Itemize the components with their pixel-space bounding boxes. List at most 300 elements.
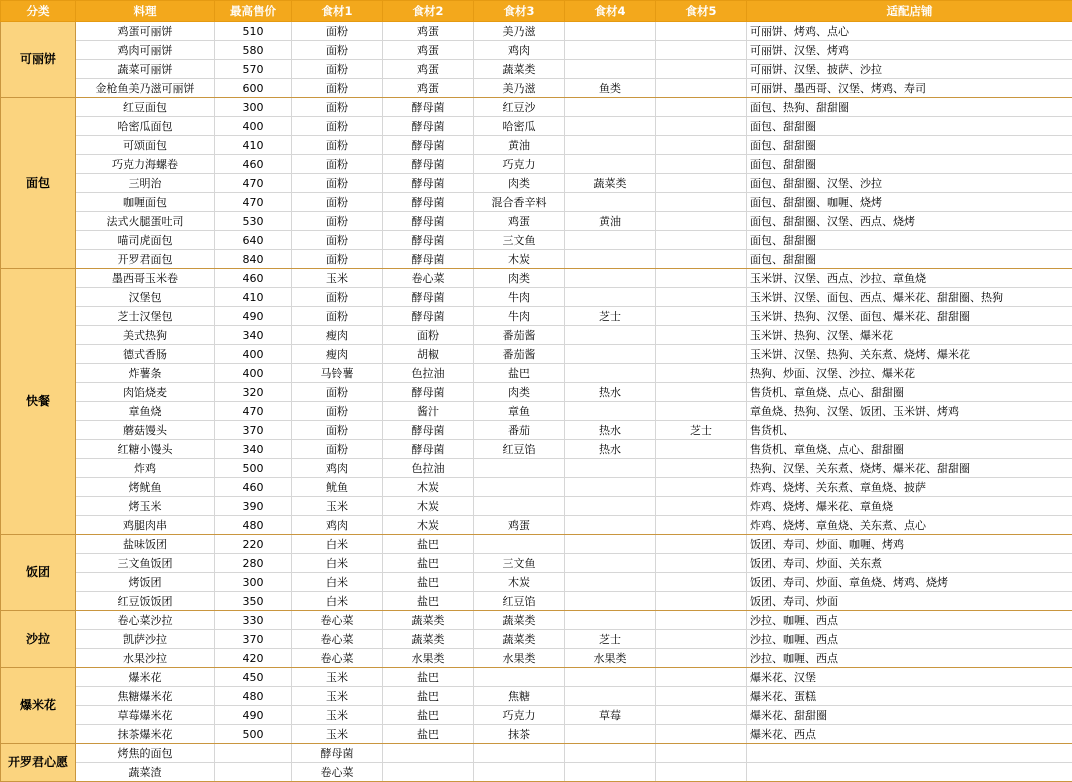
ingredient-1-cell: 面粉 <box>292 193 383 212</box>
ingredient-1-cell: 面粉 <box>292 136 383 155</box>
ingredient-4-cell <box>565 744 656 763</box>
dish-cell: 法式火腿蛋吐司 <box>76 212 215 231</box>
ingredient-2-cell: 木炭 <box>383 478 474 497</box>
ingredient-5-cell <box>656 592 747 611</box>
table-row <box>1 193 1072 212</box>
header-category: 分类 <box>1 1 76 22</box>
ingredient-5-cell <box>656 60 747 79</box>
ingredient-4-cell <box>565 117 656 136</box>
ingredient-1-cell: 玉米 <box>292 668 383 687</box>
header-ingredient-1: 食材1 <box>292 1 383 22</box>
ingredient-2-cell: 酵母菌 <box>383 231 474 250</box>
max-price-cell: 640 <box>215 231 292 250</box>
table-row <box>1 307 1072 326</box>
dish-cell: 红豆饭饭团 <box>76 592 215 611</box>
ingredient-2-cell: 胡椒 <box>383 345 474 364</box>
ingredient-2-cell <box>383 744 474 763</box>
ingredient-4-cell: 黄油 <box>565 212 656 231</box>
max-price-cell: 470 <box>215 193 292 212</box>
ingredient-2-cell: 鸡蛋 <box>383 79 474 98</box>
max-price-cell: 450 <box>215 668 292 687</box>
ingredient-3-cell: 鸡蛋 <box>474 212 565 231</box>
category-cell: 爆米花 <box>1 668 76 744</box>
ingredient-5-cell <box>656 687 747 706</box>
ingredient-4-cell: 热水 <box>565 383 656 402</box>
shops-cell: 面包、甜甜圈 <box>747 136 1072 155</box>
shops-cell: 章鱼烧、热狗、汉堡、饭团、玉米饼、烤鸡 <box>747 402 1072 421</box>
shops-cell: 玉米饼、汉堡、热狗、关东煮、烧烤、爆米花 <box>747 345 1072 364</box>
table-row <box>1 117 1072 136</box>
table-row <box>1 250 1072 269</box>
shops-cell: 爆米花、西点 <box>747 725 1072 744</box>
ingredient-3-cell: 肉类 <box>474 383 565 402</box>
shops-cell: 爆米花、甜甜圈 <box>747 706 1072 725</box>
category-cell: 沙拉 <box>1 611 76 668</box>
dish-cell: 凯萨沙拉 <box>76 630 215 649</box>
ingredient-3-cell: 章鱼 <box>474 402 565 421</box>
max-price-cell: 330 <box>215 611 292 630</box>
shops-cell: 玉米饼、汉堡、西点、沙拉、章鱼烧 <box>747 269 1072 288</box>
shops-cell: 面包、甜甜圈 <box>747 231 1072 250</box>
dish-cell: 抹茶爆米花 <box>76 725 215 744</box>
ingredient-2-cell: 蔬菜类 <box>383 630 474 649</box>
ingredient-4-cell: 水果类 <box>565 649 656 668</box>
ingredient-5-cell <box>656 41 747 60</box>
ingredient-1-cell: 卷心菜 <box>292 649 383 668</box>
table-row <box>1 706 1072 725</box>
table-row <box>1 478 1072 497</box>
ingredient-5-cell <box>656 155 747 174</box>
ingredient-3-cell: 盐巴 <box>474 364 565 383</box>
ingredient-1-cell: 面粉 <box>292 421 383 440</box>
ingredient-5-cell <box>656 402 747 421</box>
table-row <box>1 440 1072 459</box>
ingredient-2-cell: 酵母菌 <box>383 288 474 307</box>
table-row <box>1 744 1072 763</box>
header-dish: 料理 <box>76 1 215 22</box>
ingredient-3-cell <box>474 763 565 782</box>
max-price-cell: 480 <box>215 687 292 706</box>
shops-cell: 面包、甜甜圈 <box>747 155 1072 174</box>
ingredient-1-cell: 玉米 <box>292 706 383 725</box>
ingredient-3-cell: 蔬菜类 <box>474 611 565 630</box>
ingredient-4-cell <box>565 573 656 592</box>
ingredient-3-cell: 巧克力 <box>474 706 565 725</box>
max-price-cell: 480 <box>215 516 292 535</box>
ingredient-3-cell: 番茄酱 <box>474 345 565 364</box>
ingredient-5-cell <box>656 497 747 516</box>
table-row <box>1 592 1072 611</box>
ingredient-5-cell <box>656 307 747 326</box>
ingredient-4-cell <box>565 516 656 535</box>
dish-cell: 鸡蛋可丽饼 <box>76 22 215 41</box>
ingredient-1-cell: 面粉 <box>292 60 383 79</box>
ingredient-1-cell: 马铃薯 <box>292 364 383 383</box>
table-row <box>1 231 1072 250</box>
shops-cell: 玉米饼、热狗、汉堡、爆米花 <box>747 326 1072 345</box>
ingredient-5-cell <box>656 231 747 250</box>
ingredient-1-cell: 鸡肉 <box>292 516 383 535</box>
shops-cell: 售货机、 <box>747 421 1072 440</box>
ingredient-4-cell: 芝士 <box>565 307 656 326</box>
dish-cell: 水果沙拉 <box>76 649 215 668</box>
header-max-price: 最高售价 <box>215 1 292 22</box>
ingredient-3-cell: 木炭 <box>474 573 565 592</box>
ingredient-4-cell <box>565 60 656 79</box>
ingredient-5-cell <box>656 763 747 782</box>
dish-cell: 草莓爆米花 <box>76 706 215 725</box>
max-price-cell: 410 <box>215 136 292 155</box>
ingredient-5-cell <box>656 573 747 592</box>
dish-cell: 烤饭团 <box>76 573 215 592</box>
ingredient-2-cell: 木炭 <box>383 497 474 516</box>
shops-cell: 爆米花、汉堡 <box>747 668 1072 687</box>
table-row <box>1 573 1072 592</box>
ingredient-4-cell <box>565 98 656 117</box>
ingredient-2-cell: 盐巴 <box>383 535 474 554</box>
max-price-cell: 370 <box>215 421 292 440</box>
dish-cell: 三明治 <box>76 174 215 193</box>
ingredient-4-cell <box>565 554 656 573</box>
ingredient-4-cell: 热水 <box>565 440 656 459</box>
dish-cell: 金枪鱼美乃滋可丽饼 <box>76 79 215 98</box>
ingredient-3-cell <box>474 744 565 763</box>
header-row <box>1 1 1072 22</box>
max-price-cell: 220 <box>215 535 292 554</box>
table-row <box>1 649 1072 668</box>
dish-cell: 墨西哥玉米卷 <box>76 269 215 288</box>
ingredient-4-cell <box>565 41 656 60</box>
ingredient-5-cell <box>656 535 747 554</box>
max-price-cell: 340 <box>215 326 292 345</box>
dish-cell: 汉堡包 <box>76 288 215 307</box>
ingredient-5-cell <box>656 269 747 288</box>
ingredient-2-cell: 酵母菌 <box>383 421 474 440</box>
table-row <box>1 212 1072 231</box>
dish-cell: 爆米花 <box>76 668 215 687</box>
ingredient-3-cell <box>474 497 565 516</box>
ingredient-4-cell <box>565 269 656 288</box>
dish-cell: 三文鱼饭团 <box>76 554 215 573</box>
max-price-cell: 570 <box>215 60 292 79</box>
shops-cell: 可丽饼、汉堡、烤鸡 <box>747 41 1072 60</box>
dish-cell: 红糖小馒头 <box>76 440 215 459</box>
ingredient-4-cell <box>565 326 656 345</box>
shops-cell: 沙拉、咖喱、西点 <box>747 611 1072 630</box>
ingredient-1-cell: 面粉 <box>292 174 383 193</box>
ingredient-3-cell: 牛肉 <box>474 288 565 307</box>
table-row <box>1 630 1072 649</box>
table-body <box>1 22 1072 782</box>
max-price-cell: 320 <box>215 383 292 402</box>
dish-cell: 鸡腿肉串 <box>76 516 215 535</box>
ingredient-2-cell <box>383 763 474 782</box>
shops-cell: 炸鸡、烧烤、关东煮、章鱼烧、披萨 <box>747 478 1072 497</box>
dish-cell: 烤鱿鱼 <box>76 478 215 497</box>
ingredient-5-cell <box>656 516 747 535</box>
ingredient-5-cell <box>656 440 747 459</box>
ingredient-1-cell: 面粉 <box>292 402 383 421</box>
ingredient-1-cell: 面粉 <box>292 231 383 250</box>
shops-cell: 面包、甜甜圈 <box>747 117 1072 136</box>
shops-cell: 售货机、章鱼烧、点心、甜甜圈 <box>747 440 1072 459</box>
ingredient-2-cell: 面粉 <box>383 326 474 345</box>
ingredient-1-cell: 白米 <box>292 592 383 611</box>
ingredient-1-cell: 鸡肉 <box>292 459 383 478</box>
ingredient-4-cell <box>565 345 656 364</box>
ingredient-4-cell <box>565 231 656 250</box>
ingredient-3-cell: 牛肉 <box>474 307 565 326</box>
ingredient-1-cell: 鱿鱼 <box>292 478 383 497</box>
ingredient-1-cell: 面粉 <box>292 155 383 174</box>
ingredient-2-cell: 色拉油 <box>383 459 474 478</box>
category-cell: 开罗君心愿 <box>1 744 76 782</box>
ingredient-2-cell: 酵母菌 <box>383 155 474 174</box>
ingredient-3-cell: 黄油 <box>474 136 565 155</box>
max-price-cell: 400 <box>215 345 292 364</box>
ingredient-4-cell <box>565 611 656 630</box>
max-price-cell: 580 <box>215 41 292 60</box>
shops-cell: 饭团、寿司、炒面、章鱼烧、烤鸡、烧烤 <box>747 573 1072 592</box>
ingredient-2-cell: 酵母菌 <box>383 98 474 117</box>
ingredient-3-cell: 混合香辛料 <box>474 193 565 212</box>
max-price-cell: 400 <box>215 364 292 383</box>
ingredient-4-cell <box>565 364 656 383</box>
ingredient-5-cell <box>656 706 747 725</box>
ingredient-4-cell <box>565 22 656 41</box>
shops-cell: 玉米饼、热狗、汉堡、面包、爆米花、甜甜圈 <box>747 307 1072 326</box>
shops-cell: 可丽饼、墨西哥、汉堡、烤鸡、寿司 <box>747 79 1072 98</box>
ingredient-3-cell: 蔬菜类 <box>474 60 565 79</box>
table-row <box>1 174 1072 193</box>
table-row <box>1 402 1072 421</box>
header-shops: 适配店铺 <box>747 1 1072 22</box>
ingredient-1-cell: 卷心菜 <box>292 611 383 630</box>
ingredient-5-cell <box>656 630 747 649</box>
shops-cell: 炸鸡、烧烤、爆米花、章鱼烧 <box>747 497 1072 516</box>
ingredient-3-cell: 红豆馅 <box>474 440 565 459</box>
dish-cell: 蔬菜可丽饼 <box>76 60 215 79</box>
ingredient-4-cell <box>565 193 656 212</box>
ingredient-2-cell: 酵母菌 <box>383 117 474 136</box>
ingredient-5-cell <box>656 22 747 41</box>
table-row <box>1 364 1072 383</box>
ingredient-5-cell <box>656 212 747 231</box>
ingredient-1-cell: 面粉 <box>292 307 383 326</box>
ingredient-3-cell: 三文鱼 <box>474 231 565 250</box>
ingredient-3-cell: 红豆沙 <box>474 98 565 117</box>
ingredient-5-cell <box>656 193 747 212</box>
ingredient-2-cell: 酵母菌 <box>383 383 474 402</box>
ingredient-3-cell <box>474 535 565 554</box>
max-price-cell: 370 <box>215 630 292 649</box>
ingredient-3-cell: 三文鱼 <box>474 554 565 573</box>
max-price-cell <box>215 763 292 782</box>
max-price-cell: 390 <box>215 497 292 516</box>
ingredient-3-cell: 番茄酱 <box>474 326 565 345</box>
max-price-cell: 460 <box>215 155 292 174</box>
max-price-cell: 300 <box>215 98 292 117</box>
table-row <box>1 497 1072 516</box>
dish-cell: 盐味饭团 <box>76 535 215 554</box>
dish-cell: 美式热狗 <box>76 326 215 345</box>
ingredient-1-cell: 面粉 <box>292 212 383 231</box>
ingredient-5-cell <box>656 174 747 193</box>
table-row <box>1 383 1072 402</box>
ingredient-1-cell: 面粉 <box>292 383 383 402</box>
ingredient-5-cell <box>656 554 747 573</box>
shops-cell: 饭团、寿司、炒面 <box>747 592 1072 611</box>
dish-cell: 开罗君面包 <box>76 250 215 269</box>
dish-cell: 芝士汉堡包 <box>76 307 215 326</box>
table-row <box>1 668 1072 687</box>
table-row <box>1 269 1072 288</box>
ingredient-3-cell: 哈密瓜 <box>474 117 565 136</box>
ingredient-4-cell <box>565 478 656 497</box>
dish-cell: 可颂面包 <box>76 136 215 155</box>
shops-cell: 面包、甜甜圈、汉堡、西点、烧烤 <box>747 212 1072 231</box>
ingredient-3-cell: 水果类 <box>474 649 565 668</box>
ingredient-1-cell: 玉米 <box>292 725 383 744</box>
ingredient-2-cell: 盐巴 <box>383 668 474 687</box>
ingredient-2-cell: 蔬菜类 <box>383 611 474 630</box>
ingredient-2-cell: 鸡蛋 <box>383 22 474 41</box>
ingredient-4-cell <box>565 155 656 174</box>
dish-cell: 烤焦的面包 <box>76 744 215 763</box>
ingredient-1-cell: 卷心菜 <box>292 763 383 782</box>
shops-cell: 沙拉、咖喱、西点 <box>747 630 1072 649</box>
max-price-cell: 500 <box>215 725 292 744</box>
ingredient-1-cell: 玉米 <box>292 497 383 516</box>
max-price-cell: 460 <box>215 269 292 288</box>
ingredient-1-cell: 白米 <box>292 535 383 554</box>
table-row <box>1 79 1072 98</box>
header-ingredient-4: 食材4 <box>565 1 656 22</box>
ingredient-4-cell: 草莓 <box>565 706 656 725</box>
ingredient-1-cell: 面粉 <box>292 22 383 41</box>
max-price-cell: 420 <box>215 649 292 668</box>
ingredient-5-cell <box>656 364 747 383</box>
ingredient-2-cell: 盐巴 <box>383 725 474 744</box>
shops-cell: 面包、热狗、甜甜圈 <box>747 98 1072 117</box>
ingredient-4-cell <box>565 763 656 782</box>
header-ingredient-2: 食材2 <box>383 1 474 22</box>
table-row <box>1 516 1072 535</box>
ingredient-3-cell: 番茄 <box>474 421 565 440</box>
dish-cell: 烤玉米 <box>76 497 215 516</box>
max-price-cell: 840 <box>215 250 292 269</box>
dish-cell: 肉馅烧麦 <box>76 383 215 402</box>
shops-cell: 热狗、炒面、汉堡、沙拉、爆米花 <box>747 364 1072 383</box>
ingredient-1-cell: 面粉 <box>292 98 383 117</box>
ingredient-4-cell <box>565 459 656 478</box>
max-price-cell: 300 <box>215 573 292 592</box>
shops-cell: 爆米花、蛋糕 <box>747 687 1072 706</box>
ingredient-5-cell: 芝士 <box>656 421 747 440</box>
dish-cell: 蔬菜渣 <box>76 763 215 782</box>
ingredient-4-cell: 蔬菜类 <box>565 174 656 193</box>
ingredient-4-cell <box>565 687 656 706</box>
ingredient-3-cell: 抹茶 <box>474 725 565 744</box>
ingredient-3-cell: 红豆馅 <box>474 592 565 611</box>
ingredient-4-cell <box>565 250 656 269</box>
ingredient-5-cell <box>656 459 747 478</box>
ingredient-5-cell <box>656 98 747 117</box>
ingredient-2-cell: 盐巴 <box>383 554 474 573</box>
max-price-cell: 500 <box>215 459 292 478</box>
ingredient-1-cell: 面粉 <box>292 440 383 459</box>
ingredient-1-cell: 白米 <box>292 573 383 592</box>
header-ingredient-3: 食材3 <box>474 1 565 22</box>
ingredient-2-cell: 盐巴 <box>383 706 474 725</box>
header-ingredient-5: 食材5 <box>656 1 747 22</box>
max-price-cell: 460 <box>215 478 292 497</box>
ingredient-5-cell <box>656 668 747 687</box>
ingredient-2-cell: 鸡蛋 <box>383 60 474 79</box>
ingredient-1-cell: 面粉 <box>292 41 383 60</box>
dish-cell: 红豆面包 <box>76 98 215 117</box>
ingredient-5-cell <box>656 136 747 155</box>
shops-cell: 面包、甜甜圈、咖喱、烧烤 <box>747 193 1072 212</box>
dish-cell: 哈密瓜面包 <box>76 117 215 136</box>
dish-cell: 焦糖爆米花 <box>76 687 215 706</box>
ingredient-1-cell: 面粉 <box>292 79 383 98</box>
ingredient-2-cell: 盐巴 <box>383 687 474 706</box>
max-price-cell: 340 <box>215 440 292 459</box>
table-row <box>1 288 1072 307</box>
ingredient-1-cell: 玉米 <box>292 269 383 288</box>
table-row <box>1 326 1072 345</box>
shops-cell: 售货机、章鱼烧、点心、甜甜圈 <box>747 383 1072 402</box>
ingredient-1-cell: 瘦肉 <box>292 326 383 345</box>
table-row <box>1 421 1072 440</box>
shops-cell: 饭团、寿司、炒面、关东煮 <box>747 554 1072 573</box>
table-row <box>1 554 1072 573</box>
shops-cell: 可丽饼、汉堡、披萨、沙拉 <box>747 60 1072 79</box>
ingredient-1-cell: 玉米 <box>292 687 383 706</box>
ingredient-2-cell: 盐巴 <box>383 573 474 592</box>
category-cell: 饭团 <box>1 535 76 611</box>
category-cell: 快餐 <box>1 269 76 535</box>
ingredient-3-cell: 美乃滋 <box>474 79 565 98</box>
ingredient-3-cell <box>474 668 565 687</box>
dish-cell: 喵司虎面包 <box>76 231 215 250</box>
max-price-cell: 470 <box>215 402 292 421</box>
ingredient-2-cell: 木炭 <box>383 516 474 535</box>
dish-cell: 咖喱面包 <box>76 193 215 212</box>
max-price-cell: 280 <box>215 554 292 573</box>
ingredient-2-cell: 卷心菜 <box>383 269 474 288</box>
shops-cell: 沙拉、咖喱、西点 <box>747 649 1072 668</box>
ingredient-1-cell: 卷心菜 <box>292 630 383 649</box>
ingredient-1-cell: 瘦肉 <box>292 345 383 364</box>
ingredient-5-cell <box>656 79 747 98</box>
ingredient-4-cell <box>565 402 656 421</box>
ingredient-4-cell: 热水 <box>565 421 656 440</box>
max-price-cell: 400 <box>215 117 292 136</box>
ingredient-1-cell: 白米 <box>292 554 383 573</box>
max-price-cell: 600 <box>215 79 292 98</box>
ingredient-3-cell: 蔬菜类 <box>474 630 565 649</box>
shops-cell: 玉米饼、汉堡、面包、西点、爆米花、甜甜圈、热狗 <box>747 288 1072 307</box>
ingredient-5-cell <box>656 117 747 136</box>
shops-cell: 热狗、汉堡、关东煮、烧烤、爆米花、甜甜圈 <box>747 459 1072 478</box>
shops-cell <box>747 744 1072 763</box>
shops-cell: 炸鸡、烧烤、章鱼烧、关东煮、点心 <box>747 516 1072 535</box>
category-cell: 可丽饼 <box>1 22 76 98</box>
ingredient-1-cell: 面粉 <box>292 117 383 136</box>
max-price-cell: 490 <box>215 307 292 326</box>
